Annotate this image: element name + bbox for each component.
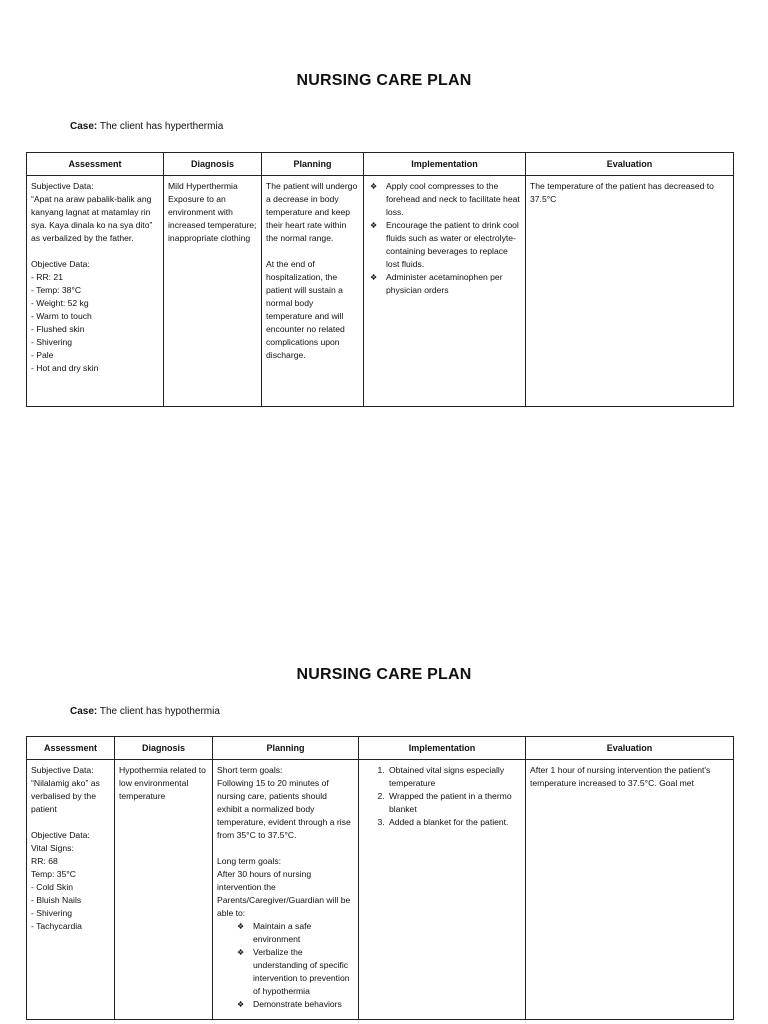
objective-item: - Shivering [31,337,73,347]
objective-item: - Hot and dry skin [31,363,99,373]
diagnosis-text: Mild Hyperthermia Exposure to an environment with increased temperature; inappropriate clothing [168,181,257,243]
list-item: 3. Added a blanket for the patient. [387,816,521,829]
short-term-heading: Short term goals: [217,765,283,775]
planning-paragraph: The patient will undergo a decrease in body temperature and keep their heart rate within the normal range. [266,181,358,243]
care-plan-table [26,736,734,1020]
list-item: ❖ Demonstrate behaviors [253,998,354,1011]
diagnosis-cell [115,760,213,1020]
column-header-implementation: Implementation [359,737,526,760]
case-label: Case: [70,706,98,717]
objective-item: - Temp: 38°C [31,285,82,295]
subjective-quote: “Nilalamig ako” as verbalised by the patient [31,778,100,814]
long-term-goals-list [217,920,354,1011]
diagnosis-cell [164,176,262,407]
assessment-cell [27,176,164,407]
implementation-cell [359,760,526,1020]
column-header-assessment: Assessment [27,153,164,176]
evaluation-cell [526,176,734,407]
column-header-diagnosis: Diagnosis [164,153,262,176]
column-header-evaluation: Evaluation [526,153,734,176]
column-header-evaluation: Evaluation [526,737,734,760]
assessment-cell [27,760,115,1020]
page-title: NURSING CARE PLAN [296,72,472,89]
page-title: NURSING CARE PLAN [296,666,472,683]
objective-item: - Bluish Nails [31,895,82,905]
diagnosis-text: Hypothermia related to low environmental temperature [119,765,206,801]
list-item: 1. Obtained vital signs especially temperature [387,764,521,790]
objective-item: - Warm to touch [31,311,92,321]
list-item: ❖ Verbalize the understanding of specific intervention to prevention of hypothermia [253,946,354,998]
column-header-diagnosis: Diagnosis [115,737,213,760]
objective-item: RR: 68 [31,856,58,866]
long-term-heading: Long term goals: [217,856,282,866]
objective-item: - Tachycardia [31,921,82,931]
short-term-text: Following 15 to 20 minutes of nursing care, patients should exhibit a normalized body temperature, evident through a rise from 35°C to 37.5°C. [217,778,351,840]
evaluation-text: The temperature of the patient has decreased to 37.5°C [530,181,714,204]
planning-cell [262,176,364,407]
table-header-row [27,153,734,176]
implementation-cell [364,176,526,407]
list-item: ❖ Administer acetaminophen per physician orders [386,271,521,297]
table-header-row [27,737,734,760]
table-row [27,760,734,1020]
objective-item: - RR: 21 [31,272,63,282]
objective-item: Vital Signs: [31,843,74,853]
case-label: Case: [70,121,98,132]
list-item: ❖ Maintain a safe environment [253,920,354,946]
column-header-assessment: Assessment [27,737,115,760]
long-term-text: After 30 hours of nursing intervention the Parents/Caregiver/Guardian will be able to: [217,869,351,918]
objective-item: - Pale [31,350,54,360]
column-header-planning: Planning [213,737,359,760]
table-row [27,176,734,407]
evaluation-text: After 1 hour of nursing intervention the patient's temperature increased to 37.5°C. Goal met [530,765,711,788]
evaluation-cell [526,760,734,1020]
subjective-quote: “Apat na araw pabalik-balik ang kanyang lagnat at matamlay rin sya. Kaya dinala ko na sya dito” as verbalized by the father. [31,194,153,243]
subjective-heading: Subjective Data: [31,181,94,191]
implementation-list [368,180,521,297]
case-text: The client has hyperthermia [99,121,224,132]
subjective-heading: Subjective Data: [31,765,94,775]
objective-heading: Objective Data: [31,259,90,269]
care-plan-table [26,152,734,407]
column-header-planning: Planning [262,153,364,176]
objective-item: - Flushed skin [31,324,85,334]
planning-cell [213,760,359,1020]
case-line [70,121,223,132]
objective-item: Temp: 35°C [31,869,76,879]
objective-heading: Objective Data: [31,830,90,840]
objective-item: - Weight: 52 kg [31,298,89,308]
implementation-list [363,764,521,829]
case-line [70,706,220,717]
objective-item: - Shivering [31,908,73,918]
list-item: 2. Wrapped the patient in a thermo blanket [387,790,521,816]
objective-item: - Cold Skin [31,882,74,892]
planning-paragraph: At the end of hospitalization, the patient will sustain a normal body temperature and will encounter no related complications upon discharge. [266,259,345,360]
case-text: The client has hypothermia [99,706,220,717]
column-header-implementation: Implementation [364,153,526,176]
list-item: ❖ Apply cool compresses to the forehead and neck to facilitate heat loss. [386,180,521,219]
list-item: ❖ Encourage the patient to drink cool fluids such as water or electrolyte-containing beverages to replace lost fluids. [386,219,521,271]
